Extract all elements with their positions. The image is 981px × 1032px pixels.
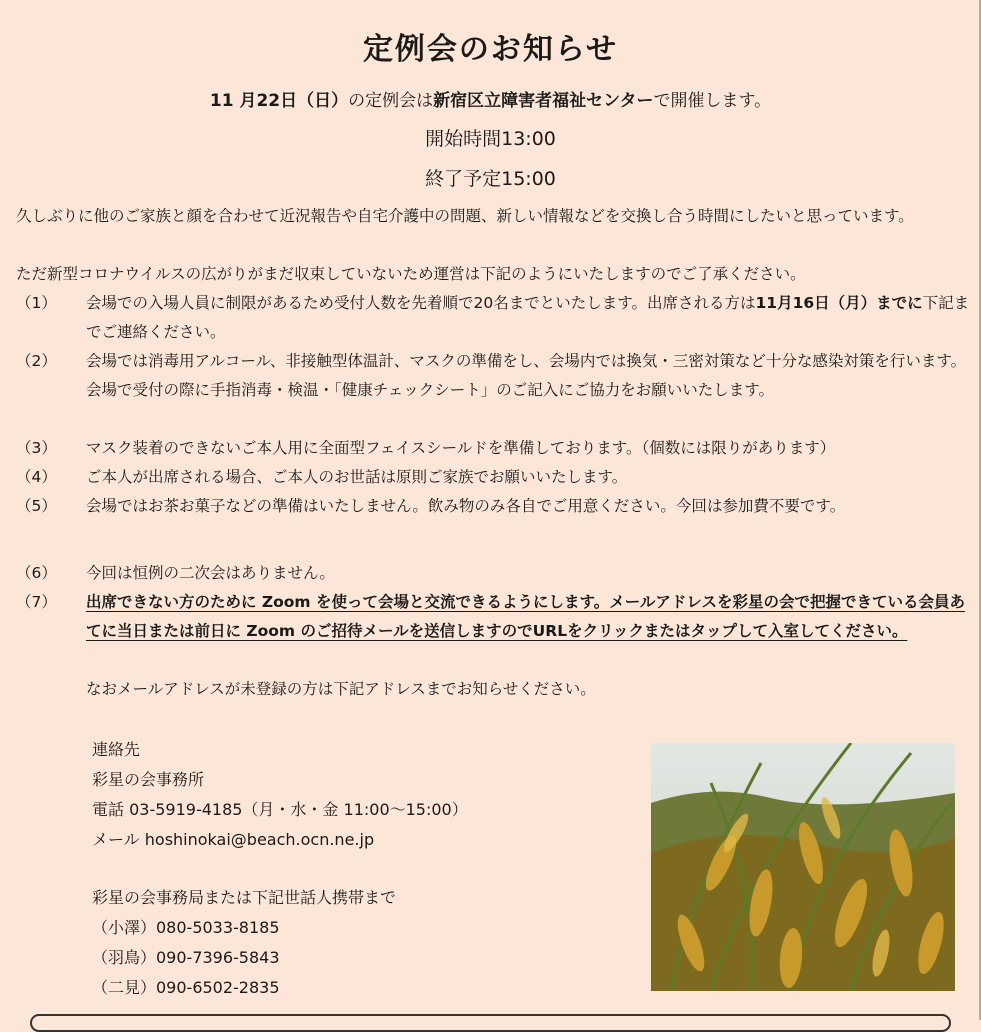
intro-paragraph-2: ただ新型コロナウイルスの広がりがまだ収束していないため運営は下記のようにいたしますのでご了承ください。 (16, 265, 806, 283)
bottom-border (30, 1014, 951, 1032)
item-text: 今回は恒例の二次会はありません。 (86, 564, 335, 582)
contact-phone-2: （羽鳥）090-7396-5843 (92, 948, 280, 967)
meeting-date: 11 月22日（日） (209, 91, 349, 111)
contact-office: 彩星の会事務所 (92, 770, 205, 789)
contact-phone-3: （二見）090-6502-2835 (92, 978, 280, 997)
rice-illustration (651, 743, 955, 991)
page-title: 定例会のお知らせ (362, 32, 619, 67)
rice-photo (651, 743, 955, 991)
item-text: ご本人が出席される場合、ご本人のお世話は原則ご家族でお願いいたします。 (86, 468, 628, 486)
item-text: 会場では消毒用アルコール、非接触型体温計、マスクの準備をし、会場内では換気・三密対策など十分な感染対策を行います。会場で受付の際に手指消毒・検温・「健康チェックシート」のご記入にご協力をお願いいたします。 (86, 352, 967, 399)
item-number: （3） (16, 439, 57, 457)
item-number: （2） (16, 352, 57, 370)
item-number: （4） (16, 468, 57, 486)
intro-paragraph-1: 久しぶりに他のご家族と顔を合わせて近況報告や自宅介護中の問題、新しい情報などを交換し合う時間にしたいと思っています。 (16, 207, 914, 225)
end-time: 終了予定15:00 (425, 168, 556, 190)
item-number: （6） (16, 564, 57, 582)
email-note: なおメールアドレスが未登録の方は下記アドレスまでお知らせください。 (86, 680, 596, 698)
contact-email: メール hoshinokai@beach.ocn.ne.jp (92, 830, 375, 849)
meeting-info-line (0, 86, 981, 111)
start-time: 開始時間13:00 (425, 128, 556, 150)
item-number: （1） (16, 294, 57, 312)
contact-phone-1: （小澤）080-5033-8185 (92, 918, 280, 937)
meeting-venue: 新宿区立障害者福祉センター (433, 91, 654, 111)
meeting-end: で開催します。 (653, 91, 772, 111)
contact-alt: 彩星の会事務局または下記世話人携帯まで (92, 888, 397, 907)
zoom-instructions: 出席できない方のために Zoom を使って会場と交流できるようにします。メールアドレスを彩星の会で把握できている会員あてに当日または前日に Zoom のご招待メールを送信しますのでURLをクリックまたはタップして入室してください。 (86, 593, 965, 640)
item-text-main: 会場での入場人員に制限があるため受付人数を先着順で20名までといたします。出席される方は (86, 294, 756, 312)
item-text: 会場ではお茶お菓子などの準備はいたしません。飲み物のみ各自でご用意ください。今回は参加費不要です。 (86, 497, 846, 515)
contact-block (92, 735, 468, 1003)
contact-heading: 連絡先 (92, 740, 141, 759)
item-text-rest: 下記までご連絡ください。 (86, 294, 970, 341)
item-text: マスク装着のできないご本人用に全面型フェイスシールドを準備しております。（個数には限りがあります） (86, 439, 836, 457)
contact-phone: 電話 03-5919-4185（月・水・金 11:00〜15:00） (92, 800, 468, 819)
item-text (86, 289, 971, 347)
item-number: （5） (16, 497, 57, 515)
item-number: （7） (16, 593, 57, 611)
item-deadline: 11月16日（月）までに (755, 294, 923, 312)
meeting-mid: の定例会は (348, 91, 434, 111)
